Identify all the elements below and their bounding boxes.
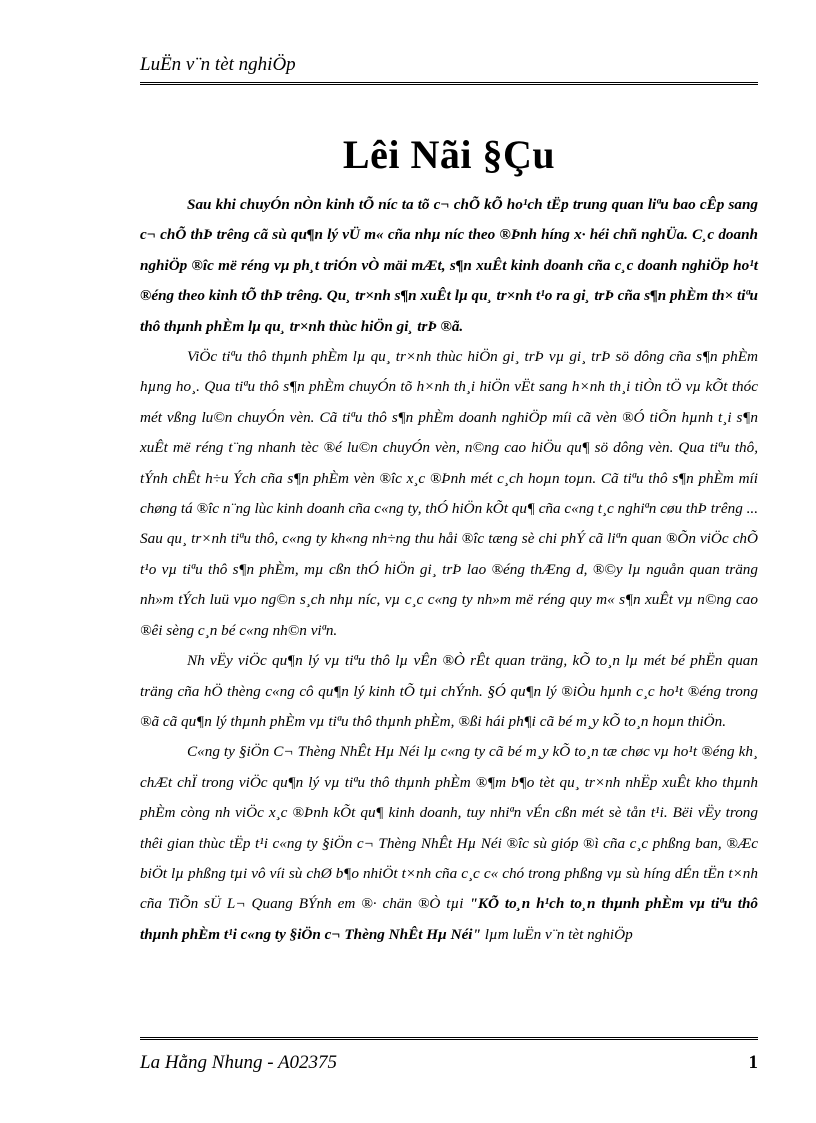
paragraph-2: ViÖc tiªu thô thµnh phÈm lµ qu¸ tr×nh thùc hiÖn gi¸ trÞ vµ gi¸ trÞ sö dông cña s¶n phÈm hµng ho¸. Qua tiªu thô s¶n phÈm chuyÓn tõ h×nh th¸i hiÖn vËt sang h×nh th¸i tiÒn tÖ vµ kÕt thóc mét vßng lu©n chuyÓn vèn. Cã tiªu thô s¶n phÈm doanh nghiÖp míi cã vèn ®Ó tiÕn hµnh t¸i s¶n xuÊt më réng t¨ng nhanh tèc ®é lu©n chuyÓn vèn, n©ng cao hiÖu qu¶ sö dông vèn. Qua tiªu thô, tÝnh chÊt h÷u Ých cña s¶n phÈm vèn ®îc x¸c ®Þnh mét c¸ch hoµn toµn. Cã tiªu thô s¶n phÈm míi chøng tá ®îc n¨ng lùc kinh doanh cña c«ng ty, thÓ hiÖn kÕt qu¶ cña c«ng t¸c nghiªn cøu thÞ trêng ... Sau qu¸ tr×nh tiªu thô, c«ng ty kh«ng nh÷ng thu håi ®îc tæng sè chi phÝ cã liªn quan ®Õn viÖc chÕ t¹o vµ tiªu thô s¶n phÈm, mµ cßn thÓ hiÖn gi¸ trÞ lao ®éng thÆng d, ®©y lµ nguån quan träng nh»m tÝch luü vµo ng©n s¸ch nhµ níc, vµ c¸c c«ng ty nh»m më réng quy m« s¶n xuÊt vµ n©ng cao ®êi sèng c¸n bé c«ng nh©n viªn. — [140, 348, 758, 639]
paragraph-4-text: C«ng ty §iÖn C¬ Thèng NhÊt Hµ Néi lµ c«ng ty cã bé m¸y kÕ to¸n tæ chøc vµ ho¹t ®éng kh¸ chÆt chÏ trong viÖc qu¶n lý vµ tiªu thô thµnh phÈm ®¶m b¶o tèt qu¸ tr×nh nhËp xuÊt kho thµnh phÈm còng nh viÖc x¸c ®Þnh kÕt qu¶ kinh doanh, tuy nhiªn vÉn cßn mét sè tån t¹i. Bëi vËy trong thêi gian thùc tËp t¹i c«ng ty §iÖn c¬ Thèng NhÊt Hµ Néi ®îc sù gióp ®ì cña c¸c phßng ban, ®Æc biÖt lµ phßng tµi vô víi sù chØ b¶o nhiÖt t×nh cña c¸c c« chó trong phßng vµ sù híng dÉn tËn t×nh cña TiÕn sÜ L¬ Quang BÝnh em ®· chän ®Ò tµi — [140, 743, 758, 913]
document-body — [140, 190, 758, 950]
paragraph-4 — [140, 737, 758, 950]
paragraph-4-closing: lµm luËn v¨n tèt nghiÖp — [480, 925, 633, 943]
page-header — [140, 52, 758, 85]
page-title: Lêi Nãi §Çu — [342, 132, 556, 177]
header-text: LuËn v¨n tèt nghiÖp — [140, 54, 296, 75]
footer-author: La Hằng Nhung - A02375 — [140, 1052, 338, 1073]
page-footer — [140, 1037, 758, 1080]
paragraph-1: Sau khi chuyÓn nÒn kinh tÕ níc ta tõ c¬ chÕ kÕ ho¹ch tËp trung quan liªu bao cÊp sang c¬ chÕ thÞ trêng cã sù qu¶n lý vÜ m« cña nhµ níc theo ®Þnh híng x· héi chñ nghÜa. C¸c doanh nghiÖp ®îc më réng vµ ph¸t triÓn vÒ mäi mÆt, s¶n xuÊt kinh doanh cña c¸c doanh nghiÖp ho¹t ®éng theo kinh tÕ thÞ trêng. Qu¸ tr×nh s¶n xuÊt lµ qu¸ tr×nh t¹o ra gi¸ trÞ cña s¶n phÈm th× tiªu thô thµnh phÈm lµ qu¸ tr×nh thùc hiÖn gi¸ trÞ ®ã. — [140, 196, 758, 335]
thesis-title: "KÕ to¸n h¹ch to¸n thµnh phÈm vµ tiªu thô thµnh phÈm t¹i c«ng ty §iÖn c¬ Thèng NhÊt Hµ Néi" — [140, 895, 759, 943]
page-number: 1 — [748, 1052, 758, 1073]
paragraph-3: Nh vËy viÖc qu¶n lý vµ tiªu thô lµ vÊn ®Ò rÊt quan träng, kÕ to¸n lµ mét bé phËn quan träng cña hÖ thèng c«ng cô qu¶n lý kinh tÕ tµi chÝnh. §Ó qu¶n lý ®iÒu hµnh c¸c ho¹t ®éng trong ®ã cã qu¶n lý thµnh phÈm vµ tiªu thô thµnh phÈm, ®ßi hái ph¶i cã bé m¸y kÕ to¸n hoµn thiÖn. — [140, 652, 758, 730]
